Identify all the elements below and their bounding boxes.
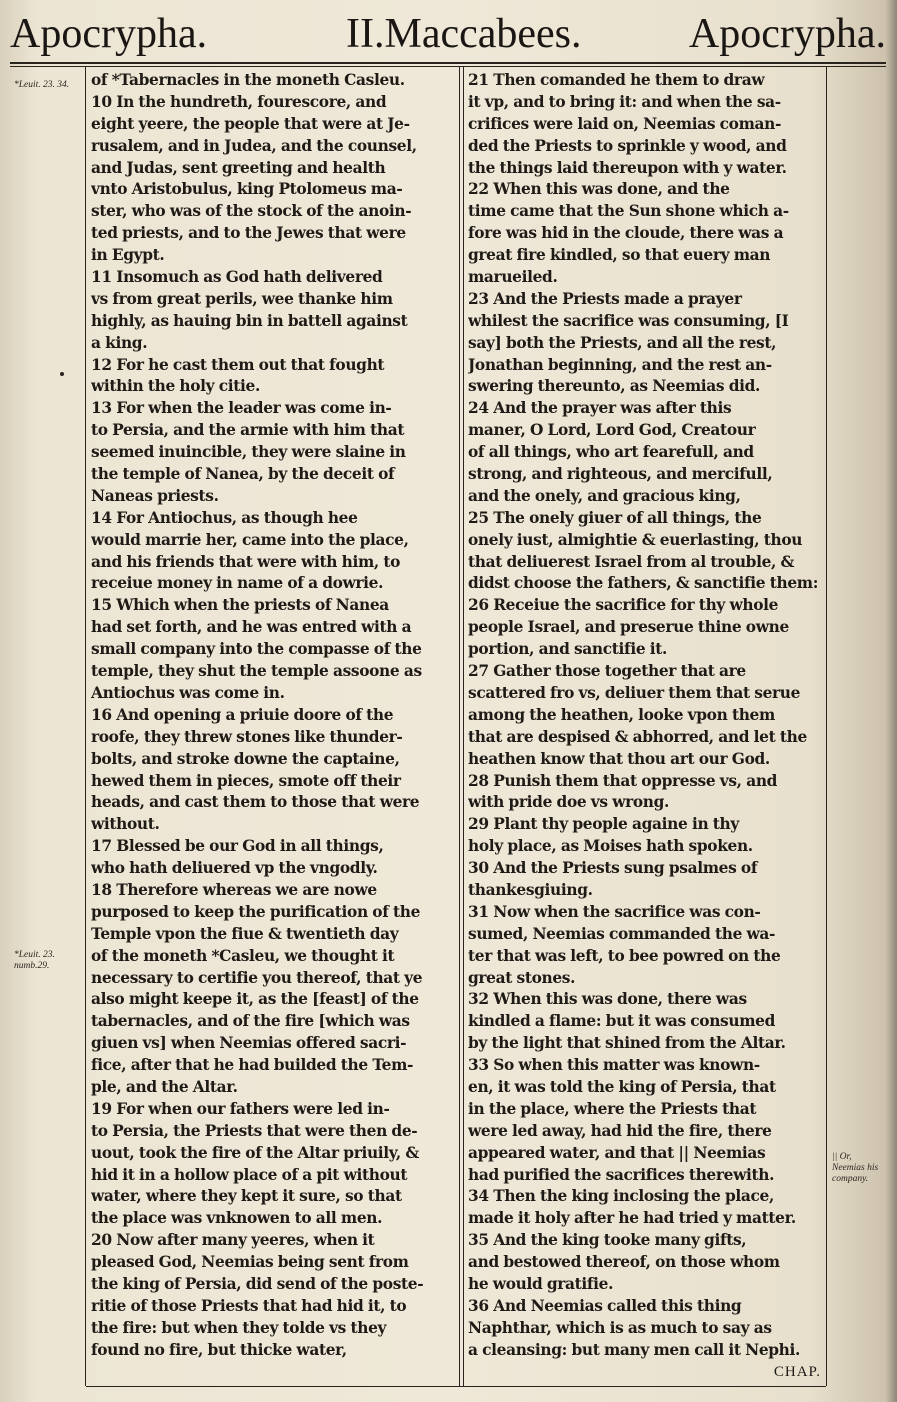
text-line: were led away, had hid the fire, there	[468, 1121, 772, 1140]
text-line: scattered fro vs, deliuer them that serue	[468, 683, 801, 702]
text-line: crifices were laid on, Neemias coman-	[468, 114, 782, 133]
left-margin-rule	[85, 66, 86, 1386]
text-line: the fire: but when they tolde vs they	[91, 1318, 387, 1337]
header-left: Apocrypha.	[10, 11, 208, 57]
text-line: 29 Plant thy people againe in thy	[468, 815, 739, 834]
margin-mark	[60, 372, 64, 376]
text-line: in the place, where the Priests that	[468, 1099, 757, 1118]
text-line: ster, who was of the stock of the anoin-	[91, 202, 412, 221]
text-line: 21 Then comanded he them to draw	[468, 71, 765, 89]
margin-note-leuit-23-34: *Leuit. 23. 34.	[14, 80, 70, 90]
text-line: found no fire, but thicke water,	[91, 1340, 347, 1359]
text-line: water, where they kept it sure, so that	[91, 1187, 402, 1206]
text-line: the place was vnknowen to all men.	[91, 1209, 383, 1228]
text-line: ritie of those Priests that had hid it, to	[91, 1296, 407, 1315]
text-line: giuen vs] when Neemias offered sacri-	[91, 1034, 407, 1053]
text-line: 32 When this was done, there was	[468, 990, 747, 1009]
text-line: 19 For when our fathers were led in-	[91, 1099, 390, 1118]
text-line: and Judas, sent greeting and health	[91, 158, 386, 177]
text-line: to Persia, and the armie with him that	[91, 421, 405, 440]
text-line: 27 Gather those together that are	[468, 662, 746, 681]
column-divider-double	[463, 66, 464, 1386]
text-line: without.	[91, 815, 160, 834]
text-line: the king of Persia, did send of the poste-	[91, 1274, 424, 1293]
text-line: en, it was told the king of Persia, that	[468, 1077, 776, 1096]
text-line: the temple of Nanea, by the deceit of	[91, 465, 395, 484]
text-line: hid it in a hollow place of a pit without	[91, 1165, 408, 1184]
text-line: say] both the Priests, and all the rest,	[468, 333, 777, 352]
text-line: seemed inuincible, they were slaine in	[91, 443, 406, 462]
text-line: the things laid thereupon with y water.	[468, 158, 787, 177]
text-line: heathen know that thou art our God.	[468, 749, 770, 768]
text-line: within the holy citie.	[91, 377, 260, 396]
text-line: and his friends that were with him, to	[91, 552, 401, 571]
text-line: 24 And the prayer was after this	[468, 399, 732, 418]
text-line: people Israel, and preserue thine owne	[468, 618, 789, 637]
column-divider	[459, 66, 460, 1386]
text-line: Naphthar, which is as much to say as	[468, 1318, 772, 1337]
text-line: had purified the sacrifices therewith.	[468, 1165, 775, 1184]
text-line: roofe, they threw stones like thunder-	[91, 727, 403, 746]
page-binding-shadow	[885, 0, 897, 1402]
text-line: to Persia, the Priests that were then de-	[91, 1121, 418, 1140]
text-line: uout, took the fire of the Altar priuily, &	[91, 1143, 419, 1162]
text-line: portion, and sanctifie it.	[468, 640, 668, 659]
text-line: 25 The onely giuer of all things, the	[468, 508, 762, 527]
text-line: had set forth, and he was entred with a	[91, 618, 412, 637]
text-line: swering thereunto, as Neemias did.	[468, 377, 761, 396]
text-line: with pride doe vs wrong.	[468, 793, 670, 812]
text-line: 17 Blessed be our God in all things,	[91, 837, 384, 856]
margin-note-leuit-numb: *Leuit. 23. numb.29.	[14, 950, 55, 971]
text-line: a cleansing: but many men call it Nephi.	[468, 1340, 801, 1359]
text-line: vs from great perils, wee thanke him	[91, 289, 393, 308]
text-line: pleased God, Neemias being sent from	[91, 1253, 409, 1272]
text-line: 10 In the hundreth, fourescore, and	[91, 92, 387, 111]
text-line: onely iust, almightie & euerlasting, thou	[468, 530, 803, 549]
text-line: 23 And the Priests made a prayer	[468, 289, 742, 308]
text-line: highly, as hauing bin in battell against	[91, 311, 408, 330]
text-line: Temple vpon the fiue & twentieth day	[91, 924, 399, 943]
text-line: Jonathan beginning, and the rest an-	[468, 355, 772, 374]
text-line: holy place, as Moises hath spoken.	[468, 837, 753, 856]
text-line: ter that was left, to bee powred on the	[468, 946, 781, 965]
text-line: 30 And the Priests sung psalmes of	[468, 859, 758, 878]
text-line: by the light that shined from the Altar.	[468, 1034, 786, 1053]
text-line: 31 Now when the sacrifice was con-	[468, 902, 761, 921]
text-line: great fire kindled, so that euery man	[468, 246, 771, 265]
text-line: 15 Which when the priests of Nanea	[91, 596, 389, 615]
text-line: a king.	[91, 333, 148, 352]
text-line: 13 For when the leader was come in-	[91, 399, 392, 418]
text-line: time came that the Sun shone which a-	[468, 202, 789, 221]
text-line: kindled a flame: but it was consumed	[468, 1012, 776, 1031]
bottom-rule	[86, 1386, 826, 1387]
text-line: fice, after that he had builded the Tem-	[91, 1056, 414, 1075]
text-line: eight yeere, the people that were at Je-	[91, 114, 410, 133]
text-line: 12 For he cast them out that fought	[91, 355, 385, 374]
text-line: strong, and righteous, and mercifull,	[468, 465, 773, 484]
text-line: bolts, and stroke downe the captaine,	[91, 749, 400, 768]
text-line: 11 Insomuch as God hath delivered	[91, 268, 383, 287]
text-line: 33 So when this matter was known-	[468, 1056, 760, 1075]
text-line: great stones.	[468, 968, 576, 987]
text-line: he would gratifie.	[468, 1274, 614, 1293]
text-line: made it holy after he had tried y matter.	[468, 1209, 796, 1228]
text-line: purposed to keep the purification of the	[91, 902, 421, 921]
text-line: fore was hid in the cloude, there was a	[468, 224, 784, 243]
text-line: 16 And opening a priuie doore of the	[91, 705, 394, 724]
text-line: whilest the sacrifice was consuming, [I	[468, 311, 789, 330]
text-line: that deliuerest Israel from al trouble, &	[468, 552, 795, 571]
text-line: receiue money in name of a dowrie.	[91, 574, 384, 593]
text-line: of *Tabernacles in the moneth Casleu.	[91, 71, 405, 89]
text-line: sumed, Neemias commanded the wa-	[468, 924, 776, 943]
header-book-title: II.Maccabees.	[346, 11, 582, 57]
text-line: that are despised & abhorred, and let the	[468, 727, 807, 746]
text-line: 18 Therefore whereas we are nowe	[91, 880, 377, 899]
text-line: thankesgiuing.	[468, 880, 593, 899]
text-line: 34 Then the king inclosing the place,	[468, 1187, 774, 1206]
text-line: among the heathen, looke vpon them	[468, 705, 775, 724]
running-header	[10, 8, 886, 60]
text-line: and bestowed thereof, on those whom	[468, 1253, 780, 1272]
text-line: Naneas priests.	[91, 486, 219, 505]
text-line: 35 And the king tooke many gifts,	[468, 1231, 747, 1250]
text-line: small company into the compasse of the	[91, 640, 422, 659]
text-line: vnto Aristobulus, king Ptolomeus ma-	[91, 180, 403, 199]
text-line: of all things, who art fearefull, and	[468, 443, 754, 462]
right-text-column	[468, 70, 820, 1362]
text-line: 36 And Neemias called this thing	[468, 1296, 742, 1315]
text-line: maner, O Lord, Lord God, Creatour	[468, 421, 756, 440]
header-rule	[10, 62, 886, 64]
text-line: 28 Punish them that oppresse vs, and	[468, 771, 778, 790]
text-line: ted priests, and to the Jewes that were	[91, 224, 406, 243]
text-line: hewed them in pieces, smote off their	[91, 771, 401, 790]
text-line: didst choose the fathers, & sanctifie them:	[468, 574, 819, 593]
text-line: would marrie her, came into the place,	[91, 530, 409, 549]
text-line: who hath deliuered vp the vngodly.	[91, 859, 378, 878]
text-line: of the moneth *Casleu, we thought it	[91, 946, 395, 965]
left-text-column	[91, 70, 453, 1362]
text-line: it vp, and to bring it: and when the sa-	[468, 92, 781, 111]
text-line: rusalem, and in Judea, and the counsel,	[91, 136, 417, 155]
text-line: temple, they shut the temple assoone as	[91, 662, 422, 681]
text-line: Antiochus was come in.	[91, 683, 285, 702]
text-line: 26 Receiue the sacrifice for thy whole	[468, 596, 779, 615]
right-margin-rule	[826, 66, 827, 1386]
text-line: 14 For Antiochus, as though hee	[91, 508, 358, 527]
text-line: appeared water, and that || Neemias	[468, 1143, 766, 1162]
text-line: ple, and the Altar.	[91, 1077, 238, 1096]
text-line: marueiled.	[468, 268, 558, 287]
text-line: 22 When this was done, and the	[468, 180, 730, 199]
text-line: tabernacles, and of the fire [which was	[91, 1012, 410, 1031]
text-line: 20 Now after many yeeres, when it	[91, 1231, 375, 1250]
margin-note-neemias-company: || Or, Neemias his company.	[832, 1152, 879, 1184]
text-line: also might keepe it, as the [feast] of the	[91, 990, 419, 1009]
text-line: and the onely, and gracious king,	[468, 486, 741, 505]
text-line: in Egypt.	[91, 246, 165, 265]
text-line: necessary to certifie you thereof, that ye	[91, 968, 423, 987]
catchword: CHAP.	[773, 1364, 821, 1380]
text-line: heads, and cast them to those that were	[91, 793, 420, 812]
text-line: ded the Priests to sprinkle y wood, and	[468, 136, 787, 155]
header-rule-thin	[10, 66, 886, 67]
header-right: Apocrypha.	[688, 11, 886, 57]
